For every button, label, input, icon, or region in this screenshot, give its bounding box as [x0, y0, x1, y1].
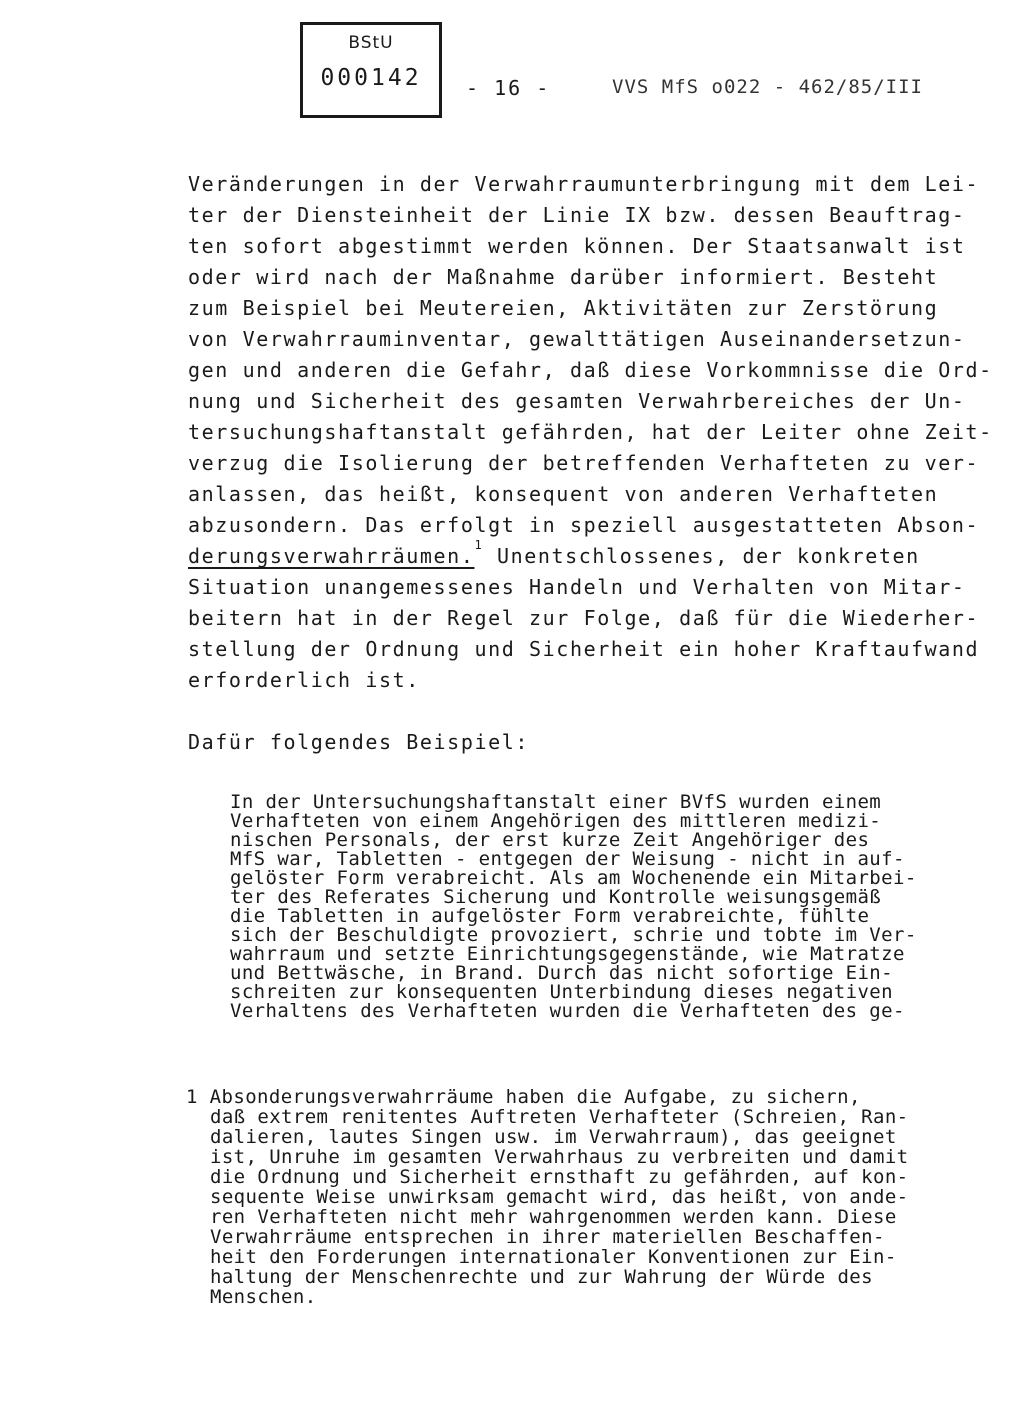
body-line: nung und Sicherheit des gesamten Verwahrbereiches der Un-: [188, 389, 966, 413]
example-line: ter des Referates Sicherung und Kontrolle weisungsgemäß: [230, 886, 882, 908]
body-line: oder wird nach der Maßnahme darüber informiert. Besteht: [188, 265, 939, 289]
example-line: Verhaltens des Verhafteten wurden die Verhafteten des ge-: [230, 1000, 905, 1022]
body-line-rest: Unentschlossenes, der konkreten: [483, 544, 920, 568]
example-line: MfS war, Tabletten - entgegen der Weisung - nicht in auf-: [230, 848, 905, 870]
stamp-number: 000142: [320, 65, 422, 91]
body-line: gen und anderen die Gefahr, daß diese Vorkommnisse die Ord-: [188, 358, 993, 382]
body-line: anlassen, das heißt, konsequent von anderen Verhafteten: [188, 482, 939, 506]
body-line: beitern hat in der Regel zur Folge, daß für die Wiederher-: [188, 606, 980, 630]
body-line: verzug die Isolierung der betreffenden Verhafteten zu ver-: [188, 451, 980, 475]
example-heading: Dafür folgendes Beispiel:: [188, 730, 530, 754]
body-line: Veränderungen in der Verwahrraumunterbringung mit dem Lei-: [188, 172, 980, 196]
example-line: die Tabletten in aufgelöster Form verabreichte, fühlte: [230, 905, 870, 927]
footnote-line: die Ordnung und Sicherheit ernsthaft zu gefährden, auf kon-: [210, 1166, 909, 1188]
footnote-line: dalieren, lautes Singen usw. im Verwahrraum), das geeignet: [210, 1126, 897, 1148]
footnote-line: ist, Unruhe im gesamten Verwahrhaus zu verbreiten und damit: [210, 1146, 909, 1168]
footnote-line: sequente Weise unwirksam gemacht wird, das heißt, von ande-: [210, 1186, 909, 1208]
footnote-line: daß extrem renitentes Auftreten Verhafteter (Schreien, Ran-: [210, 1106, 909, 1128]
example-line: sich der Beschuldigte provoziert, schrie und tobte im Ver-: [230, 924, 917, 946]
example-line: und Bettwäsche, in Brand. Durch das nicht sofortige Ein-: [230, 962, 893, 984]
body-line: ter der Diensteinheit der Linie IX bzw. dessen Beauftrag-: [188, 203, 966, 227]
archive-stamp: [300, 22, 442, 118]
body-line: stellung der Ordnung und Sicherheit ein hoher Kraftaufwand: [188, 637, 980, 661]
footnote-line: heit den Forderungen internationaler Konventionen zur Ein-: [210, 1246, 897, 1268]
body-line: zum Beispiel bei Meutereien, Aktivitäten zur Zerstörung: [188, 296, 939, 320]
example-line: In der Untersuchungshaftanstalt einer BVfS wurden einem: [230, 791, 882, 813]
footnote-line: haltung der Menschenrechte und zur Wahrung der Würde des: [210, 1266, 873, 1288]
body-line: tersuchungshaftanstalt gefährden, hat der Leiter ohne Zeit-: [188, 420, 993, 444]
body-line: Situation unangemessenes Handeln und Verhalten von Mitar-: [188, 575, 966, 599]
footnote-marker: 1: [474, 538, 484, 552]
body-line: abzusondern. Das erfolgt in speziell ausgestatteten Abson-: [188, 513, 980, 537]
body-line: erforderlich ist.: [188, 668, 420, 692]
body-line: ten sofort abgestimmt werden können. Der Staatsanwalt ist: [188, 234, 966, 258]
example-line: schreiten zur konsequenten Unterbindung dieses negativen: [230, 981, 893, 1003]
body-line: von Verwahrrauminventar, gewalttätigen Auseinandersetzun-: [188, 327, 966, 351]
body-line: [188, 538, 920, 568]
footnote-line: ren Verhafteten nicht mehr wahrgenommen werden kann. Diese: [210, 1206, 897, 1228]
example-line: nischen Personals, der erst kurze Zeit Angehöriger des: [230, 829, 870, 851]
footnote-line: 1 Absonderungsverwahrräume haben die Aufgabe, zu sichern,: [186, 1086, 861, 1108]
stamp-organization: BStU: [348, 33, 394, 53]
footnote-line: Menschen.: [210, 1286, 317, 1308]
example-line: Verhafteten von einem Angehörigen des mittleren medizi-: [230, 810, 882, 832]
page-number: - 16 -: [466, 76, 551, 100]
footnote-line: Verwahrräume entsprechen in ihrer materiellen Beschaffen-: [210, 1226, 885, 1248]
file-reference: VVS MfS o022 - 462/85/III: [612, 76, 923, 98]
example-line: gelöster Form verabreicht. Als am Wochenende ein Mitarbei-: [230, 867, 917, 889]
underlined-term: derungsverwahrräumen.: [188, 544, 475, 568]
example-line: wahrraum und setzte Einrichtungsgegenstände, wie Matratze: [230, 943, 905, 965]
